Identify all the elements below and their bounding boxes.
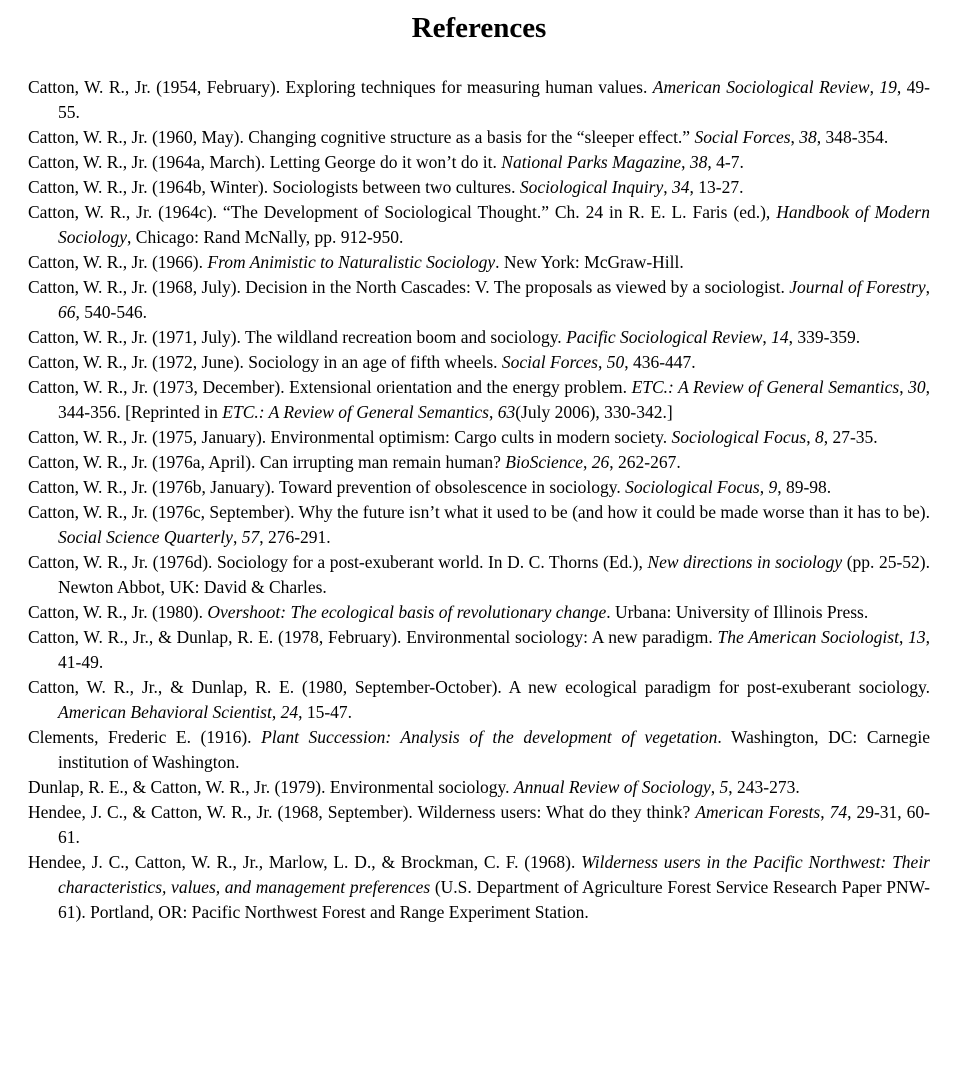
reference-italic-text: Journal of Forestry	[789, 277, 926, 297]
reference-italic-text: Sociological Focus	[671, 427, 807, 447]
reference-text: , 243-273.	[728, 777, 800, 797]
reference-italic-text: American Sociological Review	[652, 77, 870, 97]
reference-italic-text: 24	[280, 702, 299, 722]
reference-italic-text: 8	[814, 427, 824, 447]
reference-text: ,	[762, 327, 772, 347]
reference-text: , 29-31, 60-61.	[58, 802, 931, 847]
reference-text: ,	[232, 527, 242, 547]
reference-italic-text: ETC.: A Review of General Semantics	[222, 402, 489, 422]
reference-text: , 540-546.	[75, 302, 147, 322]
reference-italic-text: Social Forces	[694, 127, 791, 147]
reference-entry	[28, 75, 930, 125]
reference-text: , 27-35.	[823, 427, 878, 447]
reference-text: Catton, W. R., Jr. (1966).	[28, 252, 208, 272]
reference-text: , 436-447.	[624, 352, 696, 372]
reference-text: Catton, W. R., Jr. (1972, June). Sociology in an age of fifth wheels.	[28, 352, 502, 372]
reference-text: . Urbana: University of Illinois Press.	[606, 602, 869, 622]
reference-text: Hendee, J. C., Catton, W. R., Jr., Marlow, L. D., & Brockman, C. F. (1968).	[28, 852, 582, 872]
reference-italic-text: Social Science Quarterly	[58, 527, 233, 547]
reference-entry	[28, 375, 930, 425]
reference-italic-text: 34	[672, 177, 690, 197]
reference-italic-text: The American Sociologist	[717, 627, 899, 647]
reference-text: Dunlap, R. E., & Catton, W. R., Jr. (1979). Environmental sociology.	[28, 777, 514, 797]
reference-text: , 13-27.	[689, 177, 744, 197]
reference-entry	[28, 550, 930, 600]
reference-text: ,	[806, 427, 815, 447]
reference-italic-text: 14	[771, 327, 789, 347]
reference-text: Catton, W. R., Jr., & Dunlap, R. E. (1980, September-October). A new ecological paradigm for post-exuberant sociology.	[28, 677, 930, 697]
reference-text: Catton, W. R., Jr. (1976b, January). Toward prevention of obsolescence in sociology.	[28, 477, 626, 497]
reference-text: , Chicago: Rand McNally, pp. 912-950.	[127, 227, 404, 247]
references-list	[28, 75, 930, 925]
reference-text: ,	[597, 352, 607, 372]
reference-text: Catton, W. R., Jr. (1973, December). Extensional orientation and the energy problem.	[28, 377, 632, 397]
reference-text: ,	[710, 777, 720, 797]
reference-text: Catton, W. R., Jr. (1964a, March). Letting George do it won’t do it.	[28, 152, 502, 172]
reference-entry	[28, 500, 930, 550]
reference-text: ,	[820, 802, 830, 822]
reference-text: Catton, W. R., Jr. (1964b, Winter). Sociologists between two cultures.	[28, 177, 520, 197]
reference-text: (July 2006), 330-342.]	[515, 402, 673, 422]
reference-entry	[28, 175, 930, 200]
reference-italic-text: 38	[689, 152, 708, 172]
reference-italic-text: 19	[879, 77, 897, 97]
reference-text: , 49-55.	[58, 77, 930, 122]
reference-italic-text: Handbook of Modern Sociology	[58, 202, 930, 247]
reference-text: Clements, Frederic E. (1916).	[28, 727, 262, 747]
reference-text: ,	[898, 627, 909, 647]
reference-entry	[28, 800, 930, 850]
reference-entry	[28, 450, 930, 475]
reference-text: . Washington, DC: Carnegie institution of Washington.	[58, 727, 930, 772]
reference-italic-text: Annual Review of Sociology	[513, 777, 711, 797]
reference-text: , 4-7.	[707, 152, 744, 172]
reference-italic-text: 63	[497, 402, 516, 422]
reference-italic-text: 66	[58, 302, 76, 322]
reference-italic-text: From Animistic to Naturalistic Sociology	[207, 252, 496, 272]
reference-italic-text: ETC.: A Review of General Semantics	[631, 377, 900, 397]
reference-italic-text: Pacific Sociological Review	[566, 327, 763, 347]
reference-entry	[28, 250, 930, 275]
reference-text: Catton, W. R., Jr. (1976d). Sociology for a post-exuberant world. In D. C. Thorns (Ed.),	[28, 552, 648, 572]
reference-italic-text: Sociological Inquiry	[519, 177, 664, 197]
reference-text: ,	[899, 377, 909, 397]
reference-entry	[28, 150, 930, 175]
reference-text: . New York: McGraw-Hill.	[495, 252, 684, 272]
reference-text: Hendee, J. C., & Catton, W. R., Jr. (1968, September). Wilderness users: What do they think?	[28, 802, 696, 822]
reference-text: Catton, W. R., Jr. (1971, July). The wildland recreation boom and sociology.	[28, 327, 567, 347]
reference-italic-text: 50	[606, 352, 625, 372]
reference-entry	[28, 725, 930, 775]
reference-text: Catton, W. R., Jr. (1980).	[28, 602, 208, 622]
reference-italic-text: Sociological Focus	[625, 477, 760, 497]
reference-text: Catton, W. R., Jr., & Dunlap, R. E. (1978, February). Environmental sociology: A new paradigm.	[28, 627, 718, 647]
reference-text: Catton, W. R., Jr. (1968, July). Decision in the North Cascades: V. The proposals as viewed by a sociologist.	[28, 277, 790, 297]
reference-italic-text: 26	[591, 452, 610, 472]
reference-text: , 15-47.	[298, 702, 353, 722]
reference-entry	[28, 775, 930, 800]
reference-text: ,	[488, 402, 498, 422]
reference-entry	[28, 325, 930, 350]
reference-entry	[28, 675, 930, 725]
reference-text: , 344-356. [Reprinted in	[58, 377, 930, 422]
reference-text: , 262-267.	[609, 452, 681, 472]
reference-entry	[28, 275, 930, 325]
reference-text: ,	[583, 452, 592, 472]
reference-text: ,	[759, 477, 769, 497]
reference-entry	[28, 425, 930, 450]
reference-italic-text: New directions in sociology	[647, 552, 843, 572]
reference-text: Catton, W. R., Jr. (1954, February). Exploring techniques for measuring human values.	[28, 77, 653, 97]
reference-entry	[28, 475, 930, 500]
reference-text: (U.S. Department of Agriculture Forest Service Research Paper PNW-61). Portland, OR: Pacific Northwest Forest and Range Experiment Station.	[58, 877, 930, 922]
reference-entry	[28, 625, 930, 675]
reference-text: ,	[663, 177, 672, 197]
reference-italic-text: National Parks Magazine	[501, 152, 682, 172]
reference-text: ,	[790, 127, 800, 147]
reference-entry	[28, 125, 930, 150]
reference-italic-text: American Behavioral Scientist	[58, 702, 272, 722]
reference-italic-text: 9	[768, 477, 778, 497]
reference-text: (pp. 25-52). Newton Abbot, UK: David & Charles.	[58, 552, 930, 597]
reference-italic-text: 57	[241, 527, 260, 547]
reference-text: ,	[925, 277, 930, 297]
reference-text: ,	[681, 152, 690, 172]
page-title: References	[411, 12, 547, 44]
reference-text: ,	[869, 77, 880, 97]
reference-text: Catton, W. R., Jr. (1960, May). Changing cognitive structure as a basis for the “sleeper effect.”	[28, 127, 695, 147]
reference-text: , 348-354.	[816, 127, 889, 147]
reference-italic-text: Social Forces	[501, 352, 598, 372]
reference-text: Catton, W. R., Jr. (1976c, September). Why the future isn’t what it used to be (and how it could be made worse than it has to be).	[28, 502, 930, 522]
reference-italic-text: 13	[908, 627, 926, 647]
reference-italic-text: 38	[799, 127, 817, 147]
reference-italic-text: Wilderness users in the Pacific Northwest: Their characteristics, values, and management preferences	[58, 852, 930, 897]
reference-text: , 339-359.	[788, 327, 861, 347]
reference-italic-text: 5	[719, 777, 729, 797]
reference-entry	[28, 850, 930, 925]
reference-entry	[28, 200, 930, 250]
reference-entry	[28, 350, 930, 375]
reference-text: , 276-291.	[259, 527, 331, 547]
reference-italic-text: BioScience	[505, 452, 584, 472]
reference-italic-text: 74	[829, 802, 848, 822]
reference-text: , 89-98.	[777, 477, 832, 497]
reference-italic-text: American Forests	[695, 802, 821, 822]
reference-italic-text: 30	[908, 377, 926, 397]
reference-text: , 41-49.	[58, 627, 931, 672]
reference-text: ,	[271, 702, 281, 722]
reference-text: Catton, W. R., Jr. (1976a, April). Can irrupting man remain human?	[28, 452, 506, 472]
reference-entry	[28, 600, 930, 625]
reference-text: Catton, W. R., Jr. (1964c). “The Development of Sociological Thought.” Ch. 24 in R. E. L. Faris (ed.),	[28, 202, 777, 222]
reference-italic-text: Overshoot: The ecological basis of revolutionary change	[207, 602, 607, 622]
reference-italic-text: Plant Succession: Analysis of the development of vegetation	[261, 727, 718, 747]
reference-text: Catton, W. R., Jr. (1975, January). Environmental optimism: Cargo cults in modern society.	[28, 427, 672, 447]
